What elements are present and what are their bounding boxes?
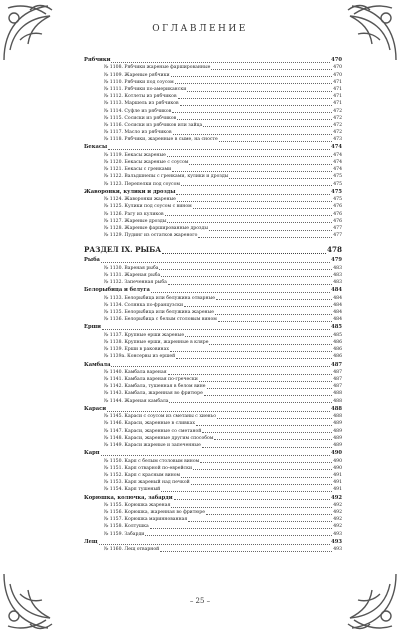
dot-leader [214, 439, 332, 440]
dot-leader [203, 126, 332, 127]
toc-entry-page: 471 [333, 101, 342, 107]
dot-leader [161, 491, 332, 492]
toc-entry [84, 413, 342, 420]
toc-section-heading [84, 188, 342, 196]
toc-entry-page: 493 [333, 531, 342, 537]
toc-entry [84, 353, 342, 360]
toc-entry-title: № 1149. Караси жареные и запеченные [104, 442, 201, 448]
dot-leader [108, 149, 330, 150]
toc-entry [84, 225, 342, 232]
toc-entry-title: № 1145. Караси с соусом из сметаны с хиеньо [104, 414, 217, 420]
dot-leader [211, 69, 332, 70]
toc-entry-page: 489 [333, 428, 342, 434]
toc-entry-page: 487 [331, 361, 342, 368]
toc-entry-page: 490 [333, 458, 342, 464]
toc-entry [84, 108, 342, 115]
toc-entry-title: № 1147. Караси, жаренные со сметаной [104, 428, 202, 434]
toc-entry-page: 478 [326, 245, 342, 255]
toc-entry-title: № 1157. Корюшка мариннованная [104, 517, 188, 523]
toc-entry [84, 122, 342, 129]
toc-entry [84, 79, 342, 86]
dot-leader [168, 374, 333, 375]
toc-entry-page: 476 [333, 211, 342, 217]
dot-leader [229, 178, 332, 179]
toc-section-heading [84, 286, 342, 294]
toc-entry [84, 203, 342, 210]
toc-entry-page: 484 [331, 287, 342, 294]
toc-section-heading [84, 494, 342, 502]
toc-entry-page: 492 [333, 502, 342, 508]
toc-entry-title: Корюшка, колючка, забарди [84, 494, 173, 501]
toc-entry-page: 489 [333, 421, 342, 427]
toc-entry-page: 470 [333, 65, 342, 71]
toc-entry-title: Рыба [84, 257, 100, 264]
page-title: ОГЛАВЛЕНИЕ [152, 24, 248, 34]
toc-entry-title: № 1123. Перепелки под соусом [104, 181, 180, 187]
toc-entry [84, 523, 342, 530]
toc-entry-title: № 1129. Пудинг из остатков жареного [104, 233, 198, 239]
toc-entry-title: № 1138. Крупные ерши, жаренные в кляре [104, 339, 209, 345]
toc-entry-title: РАЗДЕЛ IX. РЫБА [84, 245, 162, 255]
toc-entry-title: Караси [84, 405, 107, 412]
toc-entry-page: 484 [333, 302, 342, 308]
toc-entry-title: № 1156. Корюшка, жаренная во фритюре [104, 510, 205, 516]
corner-ornament-top-left-icon [0, 0, 80, 80]
toc-entry-page: 485 [331, 324, 342, 331]
toc-entry-title: № 1111. Рябчики по-американски [104, 86, 187, 92]
toc-entry-title: № 1144. Жареная камбала [104, 398, 169, 404]
toc-entry [84, 159, 342, 166]
toc-entry-page: 490 [331, 450, 342, 457]
dot-leader [167, 222, 332, 223]
toc-section-heading [84, 449, 342, 457]
toc-section-heading [84, 538, 342, 546]
toc-entry-page: 486 [333, 347, 342, 353]
toc-entry [84, 346, 342, 353]
toc-entry [84, 465, 342, 472]
toc-entry-page: 475 [333, 181, 342, 187]
toc-entry-title: Карп [84, 450, 100, 457]
toc-entry-title: № 1155. Корюшка жареная [104, 502, 171, 508]
toc-entry [84, 486, 342, 493]
dot-leader [175, 83, 332, 84]
toc-entry-page: 484 [333, 310, 342, 315]
dot-leader [185, 336, 332, 337]
toc-entry-title: № 1126. Рагу из куликов [104, 211, 164, 217]
toc-entry [84, 295, 342, 302]
dot-leader [102, 329, 330, 330]
dot-leader [169, 402, 332, 403]
toc-entry-page: 491 [333, 472, 342, 478]
dot-leader [174, 499, 331, 500]
toc-entry-title: № 1134. Солянка по-французски [104, 302, 184, 308]
toc-entry [84, 502, 342, 509]
toc-entry-title: № 1124. Жаворонки жареные [104, 197, 176, 203]
toc-entry-page: 488 [331, 405, 342, 412]
toc-entry-title: № 1141. Камбала вареная по-гречески [104, 377, 198, 383]
toc-entry-page: 477 [333, 233, 342, 239]
toc-entry [84, 442, 342, 449]
toc-entry-page: 483 [333, 272, 342, 278]
dot-leader [162, 253, 326, 254]
dot-leader [172, 171, 332, 172]
toc-entry [84, 376, 342, 383]
toc-entry-page: 492 [333, 524, 342, 530]
toc-entry [84, 136, 342, 143]
toc-entry-page: 483 [333, 265, 342, 271]
toc-entry-title: № 1127. Жареные дрозды [104, 218, 167, 224]
dot-leader [202, 432, 332, 433]
dot-leader [171, 507, 332, 508]
toc-entry-title: № 1115. Сосиски из рябчиков [104, 115, 177, 121]
dot-leader [218, 321, 332, 322]
dot-leader [181, 477, 332, 478]
toc-entry-page: 474 [333, 167, 342, 173]
toc-entry [84, 309, 342, 316]
toc-entry [84, 181, 342, 188]
dot-leader [209, 230, 332, 231]
toc-entry [84, 479, 342, 486]
toc-entry [84, 428, 342, 435]
dot-leader [161, 276, 332, 277]
dot-leader [181, 185, 332, 186]
dot-leader [202, 447, 332, 448]
toc-entry-title: № 1154. Карп тушеный [104, 487, 161, 493]
toc-entry-title: № 1151. Карп отварной по-еврейски [104, 465, 193, 471]
dot-leader [99, 544, 331, 545]
toc-entry-page: 489 [333, 442, 342, 448]
toc-entry [84, 516, 342, 523]
toc-entry-title: № 1119. Бекасы жареные [104, 152, 166, 158]
toc-entry-page: 470 [331, 56, 342, 63]
dot-leader [196, 425, 332, 426]
dot-leader [206, 514, 332, 515]
toc-entry [84, 129, 342, 136]
toc-entry-page: 493 [331, 538, 342, 545]
toc-entry-page: 474 [333, 152, 342, 158]
toc-entry-title: № 1139. Ерши в раковинах [104, 347, 169, 353]
dot-leader [101, 262, 330, 263]
dot-leader [165, 215, 333, 216]
toc-entry [84, 279, 342, 286]
dot-leader [216, 299, 332, 300]
toc-entry-title: № 1109. Жареные рябчики [104, 72, 170, 78]
dot-leader [111, 62, 330, 63]
toc-entry-title: № 1159. Забарди [104, 531, 145, 537]
toc-entry-title: № 1140. Камбала вареная [104, 369, 167, 375]
dot-leader [193, 469, 332, 470]
toc-section-heading [84, 56, 342, 64]
toc-entry-title: № 1114. Суфле из рябчиков [104, 108, 172, 114]
toc-entry-page: 486 [333, 354, 342, 360]
toc-entry-title: Рябчики [84, 56, 111, 63]
toc-entry [84, 383, 342, 390]
toc-entry [84, 316, 342, 323]
toc-entry-title: № 1150. Карп с белым столовым вином [104, 458, 200, 464]
toc-entry [84, 302, 342, 309]
toc-entry-page: 476 [333, 204, 342, 210]
toc-entry-title: Ерши [84, 324, 102, 331]
toc-entry [84, 86, 342, 93]
toc-entry-title: № 1121. Бекасы с гренками [104, 167, 172, 173]
toc-entry [84, 115, 342, 122]
toc-section-heading [84, 361, 342, 369]
toc-entry-title: № 1122. Вальдшнепы с гренками, кулики и дрозды [104, 174, 229, 180]
toc-entry-title: № 1110. Рябчики под соусом [104, 79, 174, 85]
dot-leader [193, 208, 333, 209]
dot-leader [200, 462, 332, 463]
toc-entry [84, 173, 342, 180]
toc-entry [84, 232, 342, 239]
dot-leader [173, 134, 333, 135]
toc-section-heading [84, 405, 342, 413]
dot-leader [187, 91, 332, 92]
toc-entry [84, 152, 342, 159]
toc-entry-page: 475 [333, 174, 342, 180]
page-number: – 25 – [189, 597, 211, 605]
dot-leader [180, 105, 333, 106]
toc-entry-page: 491 [333, 487, 342, 493]
toc-entry [84, 420, 342, 427]
toc-entry [84, 166, 342, 173]
toc-entry-page: 492 [331, 494, 342, 501]
toc-entry-title: № 1130. Вареная рыба [104, 265, 159, 271]
toc-entry-title: № 1133. Белорыбица или белужина отварные [104, 295, 215, 301]
dot-leader [150, 528, 332, 529]
toc-entry-page: 489 [333, 435, 342, 441]
dot-leader [170, 351, 332, 352]
toc-entry-title: Лещ [84, 538, 98, 545]
toc-entry-page: 492 [333, 517, 342, 523]
toc-entry-page: 471 [333, 86, 342, 92]
toc-entry-page: 486 [333, 339, 342, 345]
dot-leader [184, 306, 332, 307]
toc-entry [84, 339, 342, 346]
dot-leader [151, 292, 330, 293]
toc-entry-page: 472 [333, 108, 342, 114]
toc-entry-title: № 1128. Жареные фаршированные дрозды [104, 225, 208, 231]
dot-leader [217, 418, 332, 419]
toc-entry-title: № 1113. Маршель из рябчиков [104, 101, 179, 107]
toc-entry-title: № 1118. Рябчики, жаренные в сыме, на сносте [104, 137, 218, 143]
dot-leader [191, 484, 333, 485]
toc-entry-page: 484 [333, 317, 342, 323]
toc-entry-title: № 1135. Белорыбица или белужина жареные [104, 310, 214, 315]
toc-entry-page: 475 [333, 197, 342, 203]
toc-entry-title: № 1132. Запеченная рыба [104, 280, 167, 286]
toc-entry-page: 491 [333, 480, 342, 486]
toc-entry [84, 218, 342, 225]
dot-leader [215, 314, 332, 315]
toc-entry-title: Белорыбица и белуга [84, 287, 150, 294]
dot-leader [177, 119, 332, 120]
toc-entry [84, 272, 342, 279]
toc-entry-title: № 1137. Крупные ерши жареные [104, 332, 185, 338]
toc-entry-page: 479 [331, 257, 342, 264]
corner-ornament-bottom-right-icon [320, 554, 400, 634]
toc-section-heading [84, 143, 342, 151]
table-of-contents [84, 56, 342, 553]
toc-entry [84, 458, 342, 465]
toc-entry [84, 509, 342, 516]
dot-leader [171, 76, 333, 77]
dot-leader [101, 455, 331, 456]
toc-entry-page: 472 [333, 130, 342, 136]
toc-entry [84, 265, 342, 272]
toc-entry-title: № 1117. Масло из рябчиков [104, 130, 172, 136]
toc-entry-page: 488 [333, 391, 342, 397]
toc-entry [84, 531, 342, 538]
dot-leader [188, 521, 332, 522]
toc-entry-page: 474 [333, 160, 342, 166]
toc-entry-page: 470 [333, 72, 342, 78]
toc-entry-title: № 1148. Караси, жаренные другим способом [104, 435, 214, 441]
dot-leader [178, 98, 333, 99]
toc-entry [84, 196, 342, 203]
dot-leader [167, 156, 332, 157]
toc-entry-title: № 1116. Сосиски из рябчиков или зайца [104, 122, 203, 128]
toc-entry-title: № 1131. Жареная рыба [104, 272, 161, 278]
dot-leader [111, 366, 330, 367]
toc-entry [84, 332, 342, 339]
toc-entry-page: 488 [333, 398, 342, 404]
toc-entry-page: 487 [333, 369, 342, 375]
toc-entry-page: 472 [333, 122, 342, 128]
toc-entry-page: 492 [333, 510, 342, 516]
dot-leader [219, 141, 333, 142]
toc-entry-page: 473 [333, 137, 342, 143]
toc-entry [84, 472, 342, 479]
toc-entry-title: № 1142. Камбала, тушенная в белом вине [104, 384, 206, 390]
toc-entry-page: 477 [333, 225, 342, 231]
toc-entry-title: № 1125. Кулики под соусом с вином [104, 204, 192, 210]
toc-entry-page: 487 [333, 377, 342, 383]
dot-leader [199, 381, 332, 382]
toc-entry-page: 471 [333, 79, 342, 85]
toc-entry-title: № 1120. Бекасы жареные с соусом [104, 160, 189, 166]
toc-entry-page: 485 [333, 332, 342, 338]
toc-entry-page: 487 [333, 384, 342, 390]
toc-entry-title: № 1146. Караси, жаренные в сливках [104, 421, 195, 427]
toc-section-heading [84, 323, 342, 331]
dot-leader [198, 237, 332, 238]
dot-leader [160, 551, 332, 552]
dot-leader [145, 535, 332, 536]
toc-entry-title: Камбала [84, 361, 111, 368]
dot-leader [176, 194, 330, 195]
toc-entry-page: 493 [333, 547, 342, 553]
toc-entry-page: 474 [331, 144, 342, 151]
toc-entry-page: 471 [333, 94, 342, 100]
toc-entry [84, 72, 342, 79]
toc-entry [84, 546, 342, 553]
toc-entry-page: 476 [333, 218, 342, 224]
toc-entry [84, 369, 342, 376]
toc-entry-page: 488 [333, 414, 342, 420]
toc-part-heading [84, 243, 342, 256]
toc-entry [84, 64, 342, 71]
toc-entry-title: № 1160. Лещ отварной [104, 547, 160, 553]
toc-entry-title: № 1139а. Консервы из ершей [104, 354, 176, 360]
toc-entry-title: № 1112. Котлеты из рябчиков [104, 94, 177, 100]
dot-leader [159, 269, 332, 270]
toc-entry-title: Жаворонки, кулики и дрозды [84, 188, 176, 195]
toc-entry [84, 390, 342, 397]
toc-entry [84, 435, 342, 442]
toc-section-heading [84, 256, 342, 264]
toc-entry [84, 398, 342, 405]
dot-leader [176, 358, 332, 359]
toc-entry-title: № 1143. Камбала, жаренная во фритюре [104, 391, 203, 397]
toc-entry-page: 490 [333, 465, 342, 471]
dot-leader [177, 201, 332, 202]
dot-leader [207, 388, 333, 389]
toc-entry-page: 472 [333, 115, 342, 121]
dot-leader [168, 284, 332, 285]
dot-leader [172, 112, 332, 113]
toc-entry-page: 483 [333, 280, 342, 286]
dot-leader [209, 344, 332, 345]
corner-ornament-bottom-left-icon [0, 554, 80, 634]
toc-entry-page: 475 [331, 188, 342, 195]
dot-leader [189, 164, 332, 165]
toc-entry [84, 211, 342, 218]
toc-entry-page: 484 [333, 295, 342, 301]
toc-entry [84, 93, 342, 100]
dot-leader [204, 395, 332, 396]
toc-entry-title: Бекасы [84, 144, 108, 151]
toc-entry-title: № 1108. Рябчики жареные фаршированные [104, 65, 211, 71]
toc-entry-title: № 1153. Карп жареный над печкой [104, 480, 190, 486]
dot-leader [107, 411, 330, 412]
toc-entry [84, 100, 342, 107]
toc-entry-title: № 1136. Белорыбица с белым столовым вином [104, 317, 217, 323]
toc-entry-title: № 1158. Колтушка [104, 524, 149, 530]
toc-entry-title: № 1152. Карп с красным вином [104, 472, 181, 478]
